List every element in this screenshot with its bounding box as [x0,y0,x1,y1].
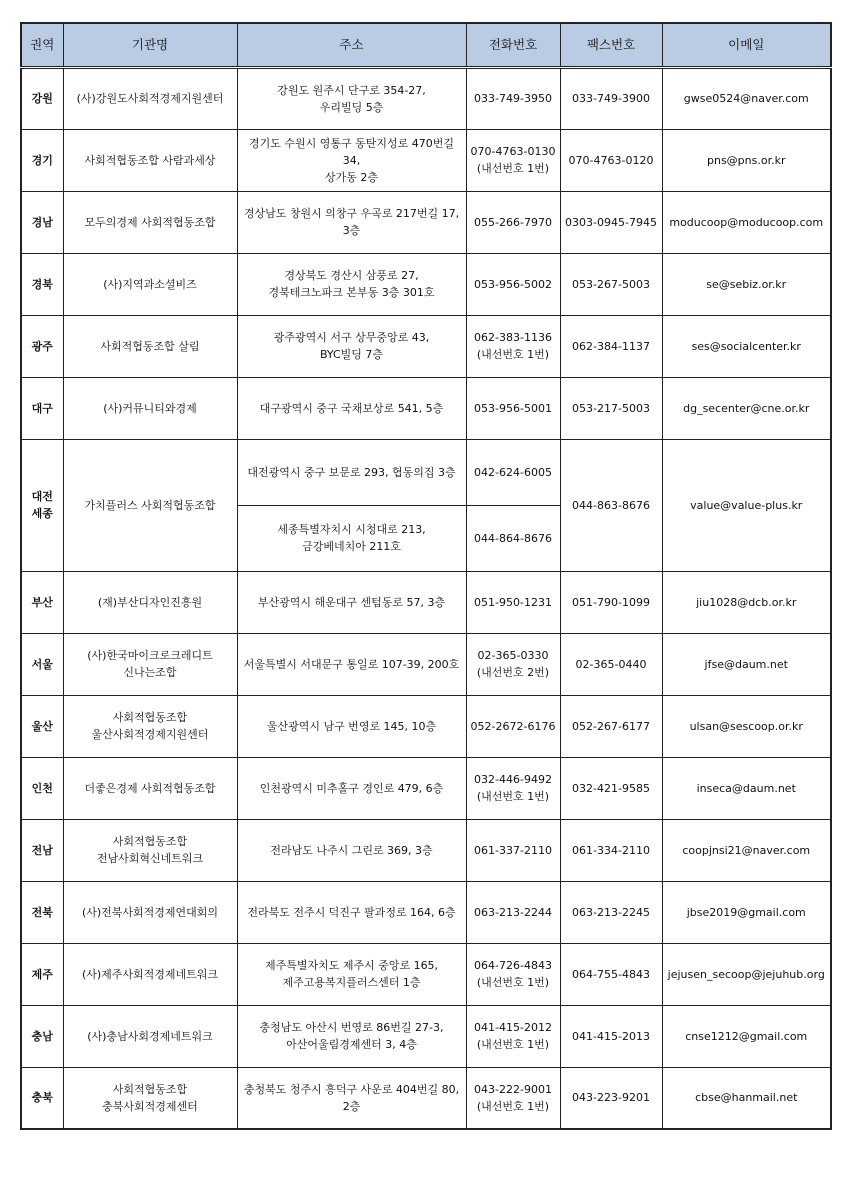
address-cell-line: 아산어울림경제센터 3, 4층 [286,1038,417,1051]
region-cell: 충남 [21,1005,63,1067]
phone-cell-line: 051-950-1231 [474,595,552,609]
region-cell: 부산 [21,571,63,633]
address-cell-line: 제주특별자치도 제주시 중앙로 165, [264,959,439,972]
fax-cell: 053-267-5003 [560,253,662,315]
table-row [21,129,831,191]
phone-cell-line: 032-446-9492 [474,773,552,786]
phone-cell [466,129,560,191]
fax-cell: 02-365-0440 [560,633,662,695]
phone-cell-line: 070-4763-0130 [470,145,556,158]
address-cell-line: 광주광역시 서구 상무중앙로 43, [273,331,430,344]
fax-cell: 032-421-9585 [560,757,662,819]
address-cell-line: 우리빌딩 5층 [319,100,384,114]
email-cell: jejusen_secoop@jejuhub.org [662,943,831,1005]
phone-cell [466,819,560,881]
region-cell: 광주 [21,315,63,377]
region-cell-line: 대전 [31,490,53,503]
org-name-cell-line: (사)강원도사회적경제지원센터 [76,92,224,105]
address-cell [237,633,466,695]
email-cell: gwse0524@naver.com [662,67,831,129]
region-cell: 전북 [21,881,63,943]
table-body [21,67,831,1129]
org-name-cell-line: 신나는조합 [123,666,177,679]
fax-cell: 043-223-9201 [560,1067,662,1129]
table-row [21,757,831,819]
org-name-cell-line: 울산사회적경제지원센터 [91,728,209,741]
org-name-cell-line: (사)한국마이크로크레디트 [87,649,213,662]
phone-cell-line: 062-383-1136 [474,331,552,344]
phone-cell-line: 053-956-5001 [474,401,552,415]
email-cell: dg_secenter@cne.or.kr [662,377,831,439]
address-cell-line: 충청남도 아산시 번영로 86번길 27-3, [259,1021,444,1034]
email-cell: ulsan@sescoop.or.kr [662,695,831,757]
org-name-cell [63,67,237,129]
phone-cell-line: (내선번호 1번) [476,790,550,803]
region-cell: 경남 [21,191,63,253]
table-row [21,439,831,505]
address-cell [237,943,466,1005]
org-name-cell [63,633,237,695]
table-row [21,1005,831,1067]
phone-cell [466,633,560,695]
header-region: 권역 [21,23,63,67]
email-cell: cnse1212@gmail.com [662,1005,831,1067]
email-cell: coopjnsi21@naver.com [662,819,831,881]
address-cell [237,571,466,633]
table-row [21,571,831,633]
email-cell: jfse@daum.net [662,633,831,695]
phone-cell [466,571,560,633]
org-name-cell [63,695,237,757]
region-cell-line: 세종 [31,507,53,520]
fax-cell: 070-4763-0120 [560,129,662,191]
org-name-cell-line: 가치플러스 사회적협동조합 [84,498,216,512]
email-cell: inseca@daum.net [662,757,831,819]
org-name-cell-line: 사회적협동조합 [112,835,188,848]
fax-cell: 041-415-2013 [560,1005,662,1067]
org-name-cell [63,439,237,571]
address-cell [237,819,466,881]
email-cell: ses@socialcenter.kr [662,315,831,377]
region-cell: 충북 [21,1067,63,1129]
org-name-cell [63,253,237,315]
org-name-cell-line: (사)커뮤니티와경제 [103,401,197,415]
region-cell: 전남 [21,819,63,881]
address-cell [237,757,466,819]
org-name-cell [63,315,237,377]
address-cell-line: 대전광역시 중구 보문로 293, 협동의집 3층 [247,465,456,479]
org-name-cell-line: (재)부산디자인진흥원 [97,595,203,609]
email-cell: cbse@hanmail.net [662,1067,831,1129]
email-cell: pns@pns.or.kr [662,129,831,191]
fax-cell: 044-863-8676 [560,439,662,571]
phone-cell-line: (내선번호 1번) [476,162,550,175]
region-cell: 제주 [21,943,63,1005]
fax-cell: 061-334-2110 [560,819,662,881]
table-row [21,943,831,1005]
phone-cell [466,191,560,253]
phone-cell [466,377,560,439]
address-cell-line: 인천광역시 미추홀구 경인로 479, 6층 [259,781,444,795]
table-row [21,881,831,943]
address-cell [237,505,466,571]
email-cell: moducoop@moducoop.com [662,191,831,253]
org-name-cell [63,191,237,253]
phone-cell-line: (내선번호 1번) [476,348,550,361]
org-name-cell [63,129,237,191]
org-name-cell-line: 전남사회혁신네트워크 [96,852,204,865]
address-cell [237,67,466,129]
org-name-cell [63,819,237,881]
org-name-cell-line: (사)제주사회적경제네트워크 [81,967,219,981]
org-name-cell-line: (사)충남사회경제네트워크 [87,1029,213,1043]
phone-cell-line: 043-222-9001 [474,1082,552,1096]
address-cell-line: 충청북도 청주시 흥덕구 사운로 404번길 80, 2층 [243,1082,460,1113]
address-cell [237,1005,466,1067]
address-cell-line: 울산광역시 남구 번영로 145, 10층 [266,719,437,733]
fax-cell: 064-755-4843 [560,943,662,1005]
address-cell [237,253,466,315]
address-cell-line: 금강베네치아 211호 [302,540,401,553]
phone-cell-line: 053-956-5002 [474,277,552,291]
address-cell-line: 상가동 2층 [325,170,378,184]
fax-cell: 052-267-6177 [560,695,662,757]
email-cell: jiu1028@dcb.or.kr [662,571,831,633]
phone-cell [466,67,560,129]
org-name-cell-line: 사회적협동조합 사람과세상 [84,153,216,167]
fax-cell: 051-790-1099 [560,571,662,633]
table-row [21,633,831,695]
address-cell [237,129,466,191]
phone-cell [466,881,560,943]
address-cell [237,1067,466,1129]
phone-cell [466,757,560,819]
org-name-cell-line: 사회적협동조합 [112,1082,188,1096]
address-cell-line: 강원도 원주시 단구로 354-27, [277,83,426,97]
region-cell: 인천 [21,757,63,819]
table-row [21,695,831,757]
email-cell: jbse2019@gmail.com [662,881,831,943]
phone-cell-line: 02-365-0330 [477,649,549,662]
address-cell-line: 경상남도 창원시 의창구 우곡로 217번길 17, 3층 [243,207,460,237]
phone-cell-line: (내선번호 1번) [476,1099,550,1113]
fax-cell: 053-217-5003 [560,377,662,439]
org-name-cell-line: 더좋은경제 사회적협동조합 [84,781,216,795]
region-cell: 울산 [21,695,63,757]
fax-cell: 062-384-1137 [560,315,662,377]
region-cell: 경북 [21,253,63,315]
directory-table [20,22,832,1130]
table-row [21,315,831,377]
address-cell-line: 제주고용복지플러스센터 1층 [282,976,421,989]
address-cell-line: 세종특별자치시 시청대로 213, [277,523,426,536]
address-cell-line: 대구광역시 중구 국채보상로 541, 5층 [259,401,444,415]
header-org: 기관명 [63,23,237,67]
address-cell-line: 경기도 수원시 영통구 동탄지성로 470번길 34, [249,136,454,167]
header-fax: 팩스번호 [560,23,662,67]
org-name-cell [63,377,237,439]
address-cell [237,695,466,757]
org-name-cell-line: 충북사회적경제센터 [102,1099,198,1113]
fax-cell: 063-213-2245 [560,881,662,943]
phone-cell-line: 044-864-8676 [474,531,552,545]
phone-cell-line: 033-749-3950 [474,92,552,105]
phone-cell-line: 061-337-2110 [474,843,552,857]
org-name-cell-line: (사)지역과소셜비즈 [103,277,197,291]
phone-cell-line: 041-415-2012 [474,1021,552,1034]
address-cell-line: 부산광역시 해운대구 센텀동로 57, 3층 [257,595,446,609]
table-row [21,377,831,439]
org-name-cell [63,757,237,819]
org-name-cell [63,1005,237,1067]
fax-cell: 033-749-3900 [560,67,662,129]
address-cell [237,377,466,439]
address-cell [237,439,466,505]
org-name-cell-line: 사회적협동조합 [112,711,188,724]
address-cell-line: 전라북도 전주시 덕진구 팔과정로 164, 6층 [247,905,456,919]
region-cell: 강원 [21,67,63,129]
region-cell: 서울 [21,633,63,695]
address-cell-line: 전라남도 나주시 그린로 369, 3층 [270,843,433,857]
fax-cell: 0303-0945-7945 [560,191,662,253]
phone-cell-line: (내선번호 1번) [476,1038,550,1051]
phone-cell-line: 064-726-4843 [474,959,552,972]
region-cell [21,439,63,571]
header-row [21,23,831,67]
org-name-cell [63,881,237,943]
phone-cell [466,505,560,571]
table-row [21,253,831,315]
phone-cell [466,695,560,757]
phone-cell [466,315,560,377]
address-cell-line: 서울특별시 서대문구 통일로 107-39, 200호 [243,657,460,671]
region-cell: 대구 [21,377,63,439]
table-row [21,191,831,253]
phone-cell-line: 052-2672-6176 [470,719,556,733]
phone-cell-line: (내선번호 2번) [476,666,550,679]
phone-cell [466,253,560,315]
address-cell [237,881,466,943]
table-row [21,819,831,881]
org-name-cell [63,571,237,633]
address-cell-line: BYC빌딩 7층 [319,348,384,361]
header-email: 이메일 [662,23,831,67]
phone-cell [466,439,560,505]
email-cell: se@sebiz.or.kr [662,253,831,315]
header-phone: 전화번호 [466,23,560,67]
phone-cell-line: 042-624-6005 [474,465,552,479]
address-cell-line: 경상북도 경산시 삼풍로 27, [284,269,419,282]
org-name-cell [63,1067,237,1129]
region-cell: 경기 [21,129,63,191]
org-name-cell-line: (사)전북사회적경제연대회의 [81,905,219,919]
phone-cell-line: 055-266-7970 [474,215,552,229]
phone-cell [466,1067,560,1129]
address-cell [237,315,466,377]
address-cell-line: 경북테크노파크 본부동 3층 301호 [268,286,435,299]
header-address: 주소 [237,23,466,67]
phone-cell-line: 063-213-2244 [474,905,552,919]
table-row [21,67,831,129]
phone-cell [466,1005,560,1067]
org-name-cell-line: 모두의경제 사회적협동조합 [84,215,216,229]
email-cell: value@value-plus.kr [662,439,831,571]
phone-cell-line: (내선번호 1번) [476,976,550,989]
table-row [21,1067,831,1129]
org-name-cell-line: 사회적협동조합 살림 [100,339,200,353]
org-name-cell [63,943,237,1005]
phone-cell [466,943,560,1005]
address-cell [237,191,466,253]
